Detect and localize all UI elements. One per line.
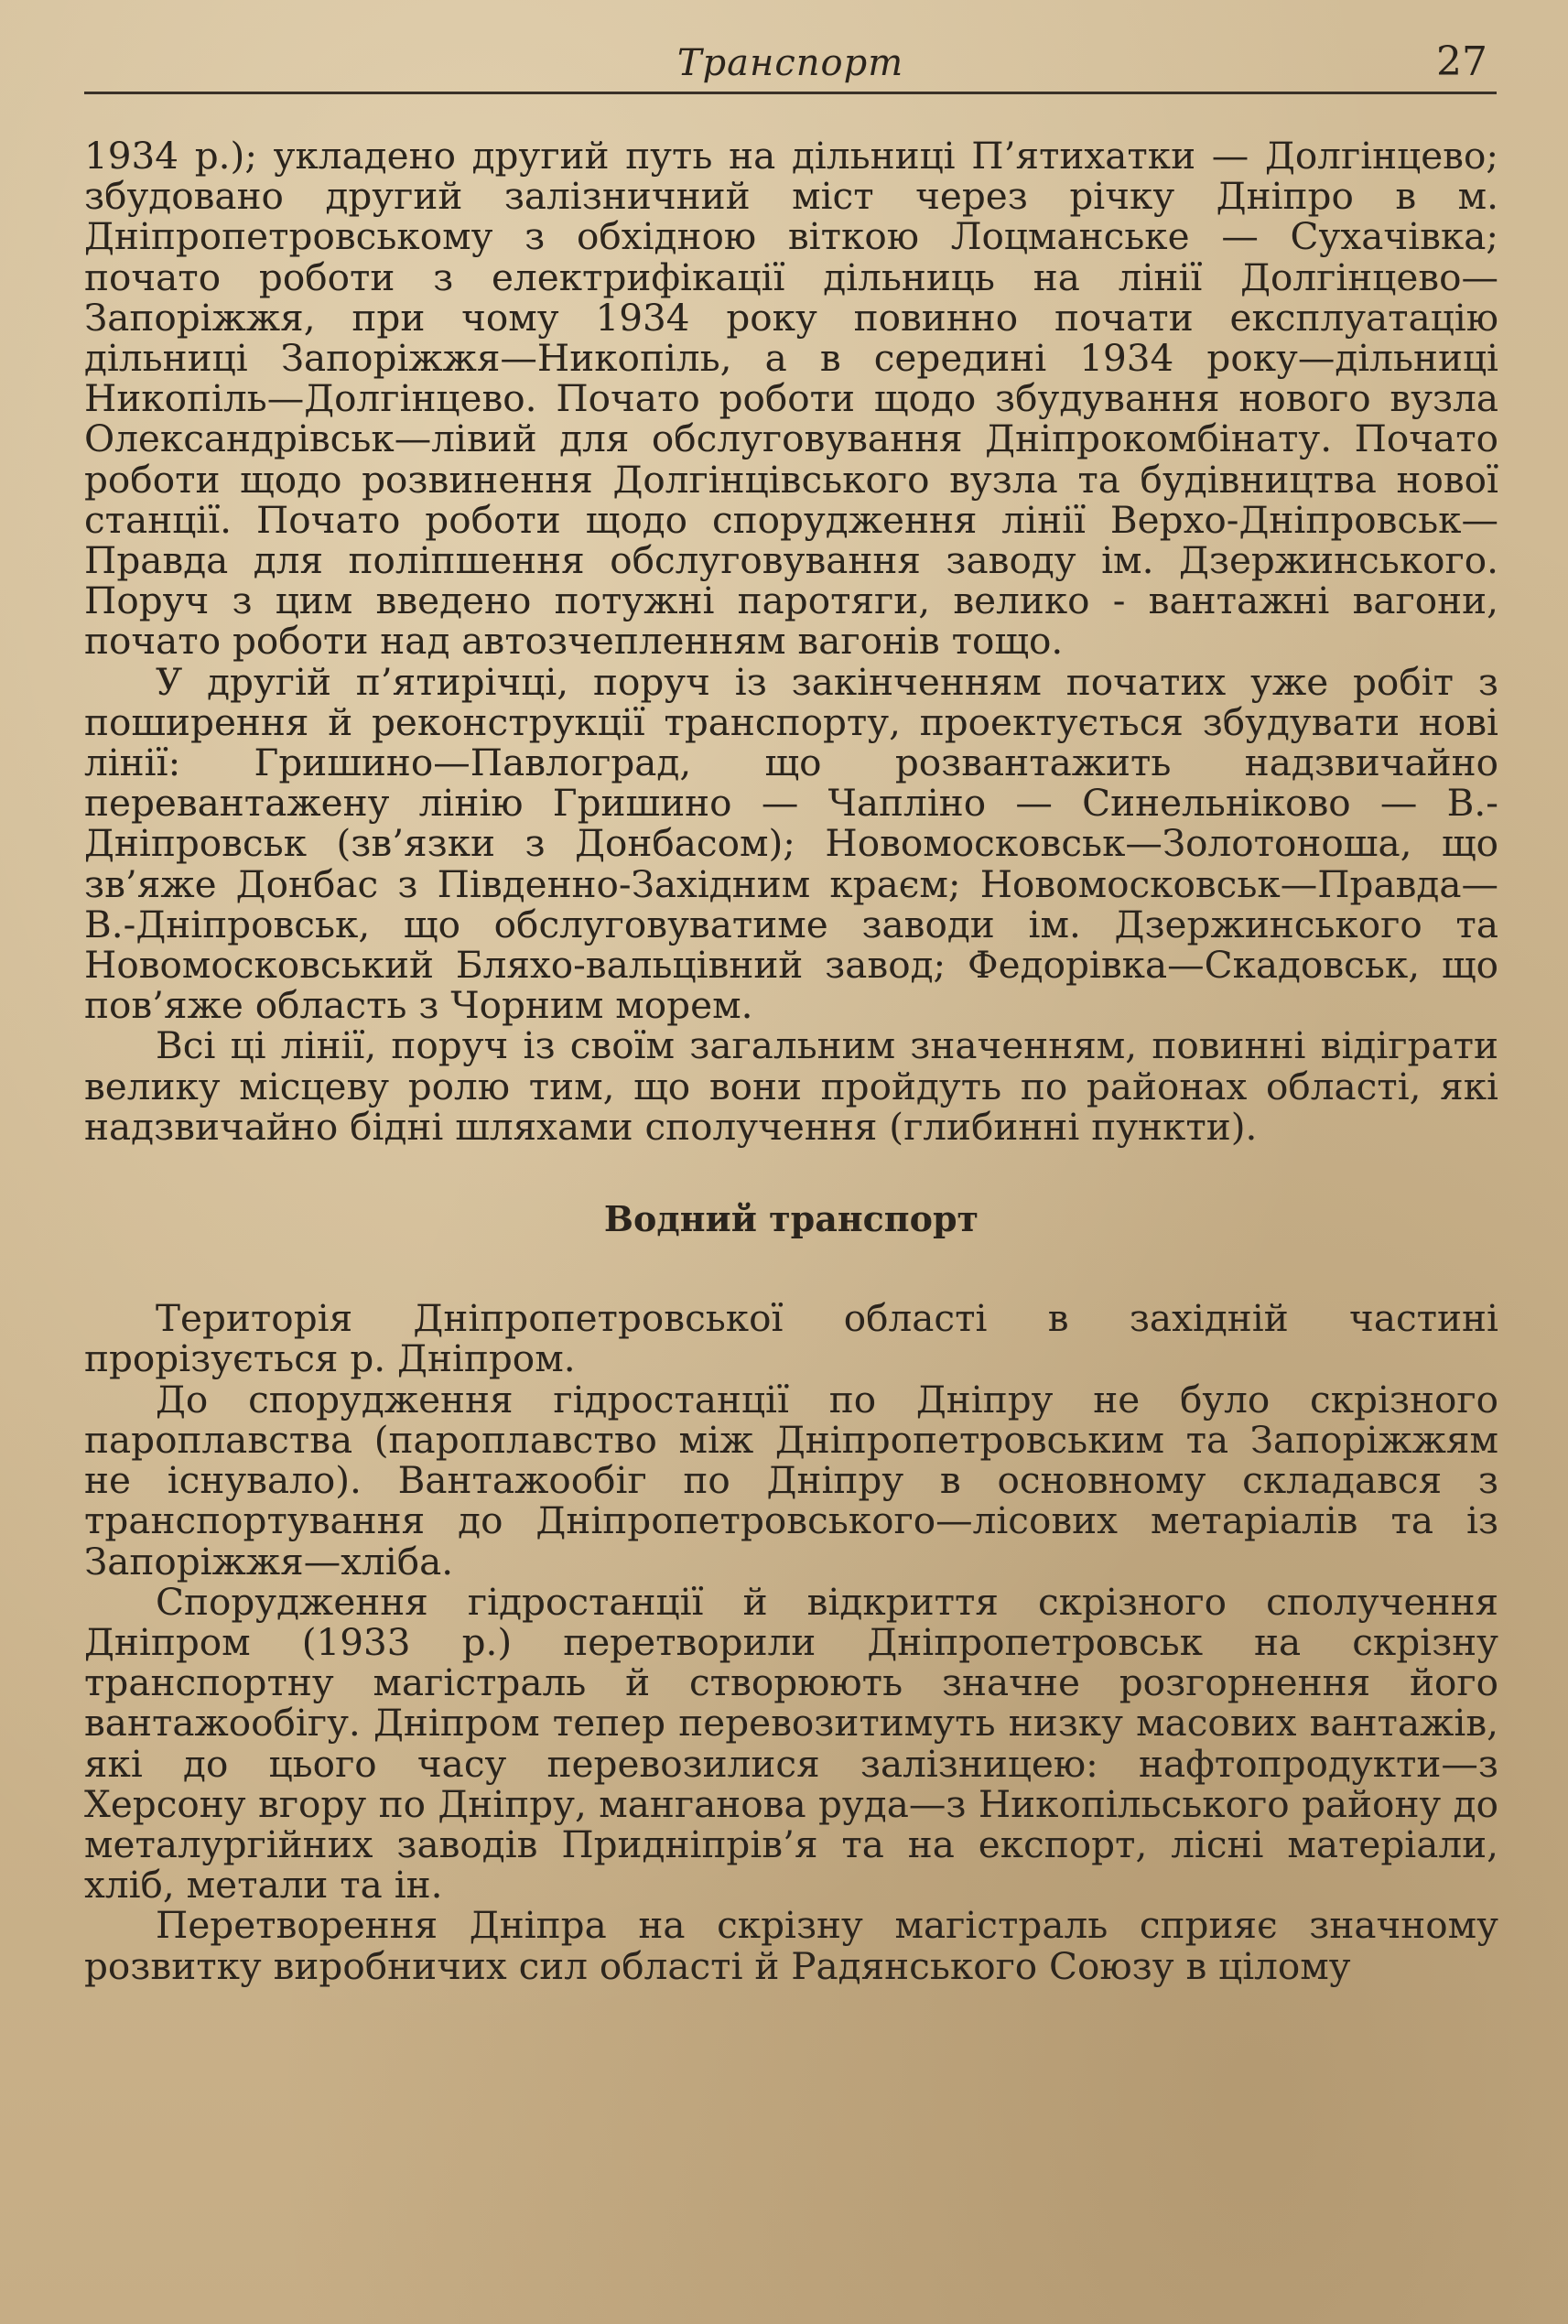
paragraph: Всі ці лінії, поруч із своїм загальним значенням, повинні відіграти велику місцеву ролю тим, що вони пройдуть по районах області, які надзвичайно бідні шляхами сполучення (глибинні пункти). <box>84 1023 1498 1149</box>
paragraph: Перетворення Дніпра на скрізну магістраль сприяє значному розвитку виробничих сил області й Радянського Союзу в цілому <box>84 1903 1498 1988</box>
section-heading: Водний транспорт <box>603 1198 979 1240</box>
paragraph: Спорудження гідростанції й відкриття скрізного сполучення Дніпром (1933 р.) перетворили Дніпропетровськ на скрізну транспортну магістраль й створюють значне розгорнення його вантажообігу. Дніпром тепер перевозитимуть низку масових вантажів, які до цього часу перевозилися залізницею: нафтопродукти—з Херсону вгору по Дніпру, манганова руда—з Никопільського району до металургійних заводів Придніпрів’я та на експорт, лісні матеріали, хліб, метали та ін. <box>84 1579 1498 1908</box>
paragraph: 1934 р.); укладено другий путь на дільниці П’ятихатки — Долгінцево; збудовано другий залізничний міст через річку Дніпро в м. Дніпропетровському з обхідною віткою Лоцманське — Сухачівка; почато роботи з електрифікації дільниць на лінії Долгінцево—Запоріжжя, при чому 1934 року повинно почати експлуатацію дільниці Запоріжжя—Никопіль, а в середині 1934 року—дільниці Никопіль—Долгінцево. Почато роботи щодо збудування нового вузла Олександрівськ—лівий для обслуговування Дніпрокомбінату. Почато роботи щодо розвинення Долгінцівського вузла та будівництва нової станції. Почато роботи щодо спорудження лінії Верхо-Дніпровськ—Правда для поліпшення обслуговування заводу ім. Дзержинського. Поруч з цим введено потужні паротяги, велико - вантажні вагони, почато роботи над автозчепленням вагонів тощо. <box>84 134 1498 664</box>
page-number: 27 <box>1436 38 1487 85</box>
paragraph: У другій п’ятирічці, поруч із закінченням початих уже робіт з поширення й реконструкції транспорту, проектується збудувати нові лінії: Гришино—Павлоград, що розвантажить надзвичайно перевантажену лінію Гришино — Чапліно — Синельніково — В.-Дніпровськ (зв’язки з Донбасом); Новомосковськ—Золотоноша, що зв’яже Донбас з Південно-Західним краєм; Новомосковськ—Правда—В.-Дніпровськ, що обслуговуватиме заводи ім. Дзержинського та Новомосковський Бляхо-вальцівний завод; Федорівка—Скадовськ, що пов’яже область з Чорним морем. <box>84 659 1498 1028</box>
paragraph: До спорудження гідростанції по Дніпру не було скрізного пароплавства (пароплавство між Дніпропетровським та Запоріжжям не існувало). Вантажообіг по Дніпру в основному складався з транспортування до Дніпропетровського—лісових метаріалів та із Запоріжжя—хліба. <box>84 1377 1498 1584</box>
body-text <box>84 135 1498 1986</box>
running-head <box>84 35 1497 94</box>
paragraph: Територія Дніпропетровської області в західній частині прорізується р. Дніпром. <box>84 1296 1498 1381</box>
running-title: Транспорт <box>676 42 904 84</box>
